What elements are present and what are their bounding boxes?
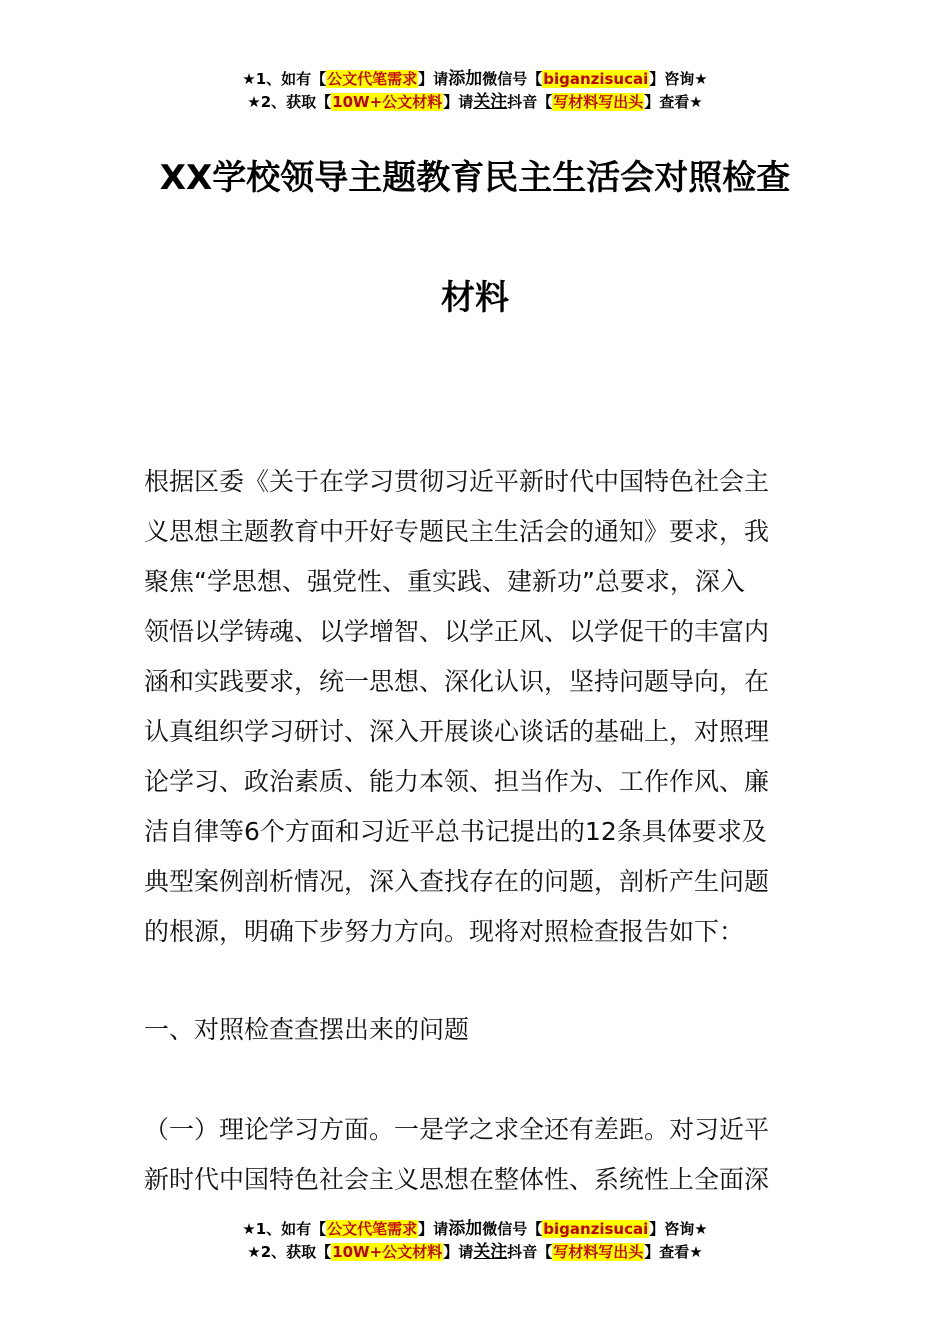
paragraph-line: 义思想主题教育中开好专题民主生活会的通知》要求，我: [144, 517, 770, 546]
promo-text: 】查看★: [644, 93, 703, 111]
footer-promo-banner: [0, 1218, 950, 1264]
promo-text: 抖音【: [507, 1243, 553, 1261]
promo-highlight: 公文代笔需求: [327, 1220, 418, 1238]
promo-text: 】请: [418, 1220, 449, 1238]
promo-douyin-id: 写材料写出头: [553, 1243, 644, 1261]
promo-text: 】查看★: [644, 1243, 703, 1261]
document-title-line-2: 材料: [441, 278, 509, 318]
promo-emphasis: 关注: [473, 1242, 508, 1262]
promo-text: 】请: [443, 1243, 474, 1261]
paragraph-line: 根据区委《关于在学习贯彻习近平新时代中国特色社会主: [144, 467, 770, 496]
promo-highlight: 10W+公文材料: [332, 93, 443, 111]
promo-emphasis: 关注: [473, 92, 508, 112]
paragraph-line: 领悟以学铸魂、以学增智、以学正风、以学促干的丰富内: [144, 617, 770, 646]
header-promo-banner: [0, 68, 950, 114]
promo-wechat-id: biganzisucai: [543, 70, 649, 88]
promo-emphasis: 添加: [448, 1219, 483, 1239]
promo-highlight: 10W+公文材料: [332, 1243, 443, 1261]
document-title-line-1: XX学校领导主题教育民主生活会对照检查: [159, 158, 791, 198]
promo-text: 】咨询★: [649, 70, 708, 88]
promo-text: 抖音【: [507, 93, 553, 111]
promo-line-2: [0, 1241, 950, 1264]
promo-text: ★1、如有【: [242, 1220, 327, 1238]
promo-highlight: 公文代笔需求: [327, 70, 418, 88]
paragraph-line: 聚焦“学思想、强党性、重实践、建新功”总要求，深入: [144, 567, 745, 596]
paragraph-line: 洁自律等6个方面和习近平总书记提出的12条具体要求及: [144, 817, 767, 846]
promo-line-1: [0, 1218, 950, 1241]
promo-text: ★1、如有【: [242, 70, 327, 88]
promo-text: ★2、获取【: [247, 1243, 332, 1261]
paragraph-line: 新时代中国特色社会主义思想在整体性、系统性上全面深: [144, 1165, 770, 1194]
paragraph-line: （一）理论学习方面。一是学之求全还有差距。对习近平: [144, 1115, 770, 1144]
promo-text: 】咨询★: [649, 1220, 708, 1238]
promo-wechat-id: biganzisucai: [543, 1220, 649, 1238]
promo-text: 微信号【: [482, 70, 543, 88]
promo-text: ★2、获取【: [247, 93, 332, 111]
paragraph-line: 论学习、政治素质、能力本领、担当作为、工作作风、廉: [144, 767, 770, 796]
promo-text: 】请: [443, 93, 474, 111]
promo-line-1: [0, 68, 950, 91]
promo-line-2: [0, 91, 950, 114]
promo-douyin-id: 写材料写出头: [553, 93, 644, 111]
paragraph-line: 认真组织学习研讨、深入开展谈心谈话的基础上，对照理: [144, 717, 770, 746]
promo-text: 微信号【: [482, 1220, 543, 1238]
promo-emphasis: 添加: [448, 69, 483, 89]
section-heading: 一、对照检查查摆出来的问题: [144, 1015, 470, 1044]
paragraph-line: 典型案例剖析情况，深入查找存在的问题，剖析产生问题: [144, 867, 770, 896]
paragraph-line: 涵和实践要求，统一思想、深化认识，坚持问题导向，在: [144, 667, 770, 696]
promo-text: 】请: [418, 70, 449, 88]
paragraph-line: 的根源，明确下步努力方向。现将对照检查报告如下：: [144, 917, 745, 946]
